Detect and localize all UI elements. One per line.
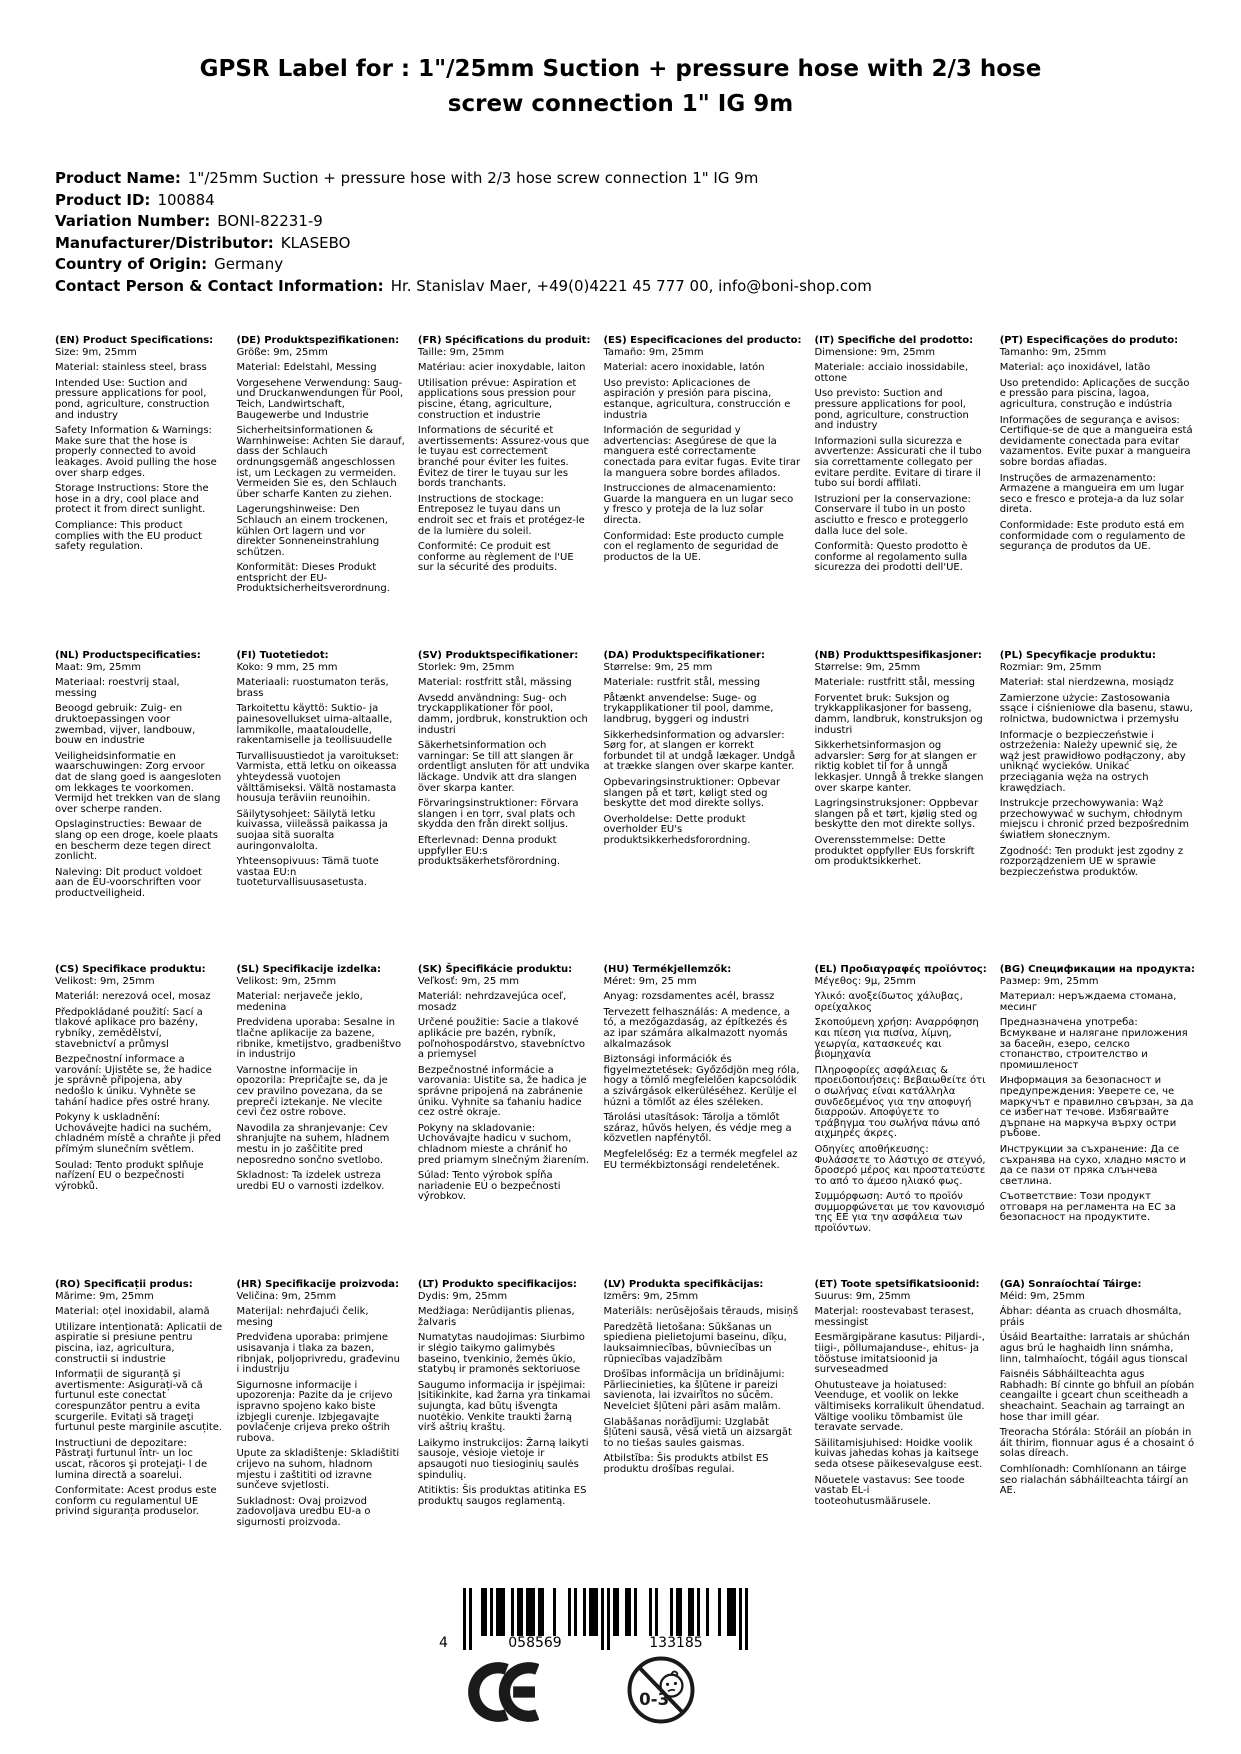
spec-paragraph: Saugumo informacija ir įspėjimai: Įsitikinkite, kad žarna yra tinkamai sujungta, kad būtų išvengta nuotėkio. Venkite traukti žarną virš aštrių kraštų.: [417, 1379, 591, 1434]
spec-heading: (ET) Toote spetsifikatsioonid:: [814, 1279, 980, 1290]
spec-paragraph: Medžiaga: Nerūdijantis plienas, žalvaris: [417, 1306, 575, 1328]
spec-paragraph: Atbilstība: Šis produkts atbilst ES produktu drošības regulai.: [603, 1453, 769, 1475]
spec-paragraph: Vorgesehene Verwendung: Saug- und Druckanwendungen für Pool, Teich, Landwirtschaft, Baugewerbe und Industrie: [236, 377, 404, 421]
spec-paragraphs: [815, 977, 987, 1235]
spec-paragraph: Materiaali: ruostumaton teräs, brass: [236, 677, 389, 699]
spec-paragraph: Πληροφορίες ασφάλειας & προειδοποιήσεις: Βεβαιωθείτε ότι ο σωλήνας είναι κατάλληλα συνδεδεμένος για την αποφυγή διαρροών. Αποφύγετε το τράβηγμα του σωλήνα πάνω από αιχμηρές άκρες.: [814, 1064, 986, 1140]
spec-heading: (BG) Спецификации на продукта:: [999, 964, 1195, 975]
spec-paragraph: Materiaal: roestvrij staal, messing: [55, 677, 180, 699]
product-info-line: [55, 276, 1201, 298]
product-info-line: [55, 211, 1201, 233]
spec-heading: (DE) Produktspezifikationen:: [236, 335, 400, 346]
language-spec-block: [55, 651, 223, 965]
spec-paragraph: Istruzioni per la conservazione: Conservare il tubo in un posto asciutto e fresco e proteggerlo dalla luce del sole.: [814, 493, 971, 537]
product-info-line: [55, 168, 1201, 190]
spec-paragraphs: [55, 663, 223, 900]
spec-paragraph: Materiál: nehrdzavejúca oceľ, mosadz: [417, 991, 567, 1013]
spec-paragraph: Instrucciones de almacenamiento: Guarde la manguera en un lugar seco y fresco y proteja de la luz solar directa.: [603, 483, 794, 526]
info-value: 100884: [157, 190, 215, 209]
language-spec-block: [236, 1280, 404, 1533]
spec-paragraph: Materijal: nehrđajući čelik, mesing: [236, 1306, 369, 1328]
spec-paragraph: Predviđena uporaba: primjene usisavanja i tlaka za bazen, ribnjak, poljoprivredu, građevinu i industriju: [236, 1332, 400, 1376]
info-value: 1"/25mm Suction + pressure hose with 2/3 hose screw connection 1" IG 9m: [187, 169, 759, 187]
spec-paragraph: Faisnéis Sábháilteachta agus Rabhadh: Bí cinnte go bhfuil an píobán ceangailte i gceart chun sceitheadh a sheachaint. Seachain ag tarraingt an hose thar imill géar.: [999, 1369, 1195, 1423]
language-spec-block: [55, 1280, 223, 1533]
spec-paragraph: Forventet bruk: Suksjon og trykkapplikasjoner for basseng, damm, landbruk, konstruksjon og industri: [814, 692, 983, 736]
spec-paragraph: Material: rostfritt stål, mässing: [417, 677, 572, 689]
spec-paragraph: Informations de sécurité et avertissements: Assurez-vous que le tuyau est correctement branché pour éviter les fuites. Évitez de tirer le tuyau sur les bords tranchants.: [417, 425, 590, 490]
spec-paragraph: Størrelse: 9m, 25 mm: [603, 661, 713, 673]
spec-paragraph: Beoogd gebruik: Zuig- en druktoepassingen voor zwembad, vijver, landbouw, bouw en industrie: [55, 703, 196, 747]
spec-paragraph: Påtænkt anvendelse: Suge- og trykapplikationer til pool, damme, landbrug, byggeri og industri: [603, 692, 774, 725]
spec-paragraph: Materiał: stal nierdzewna, mosiądz: [999, 677, 1174, 689]
spec-paragraphs: [55, 977, 223, 1193]
spec-paragraph: Suurus: 9m, 25mm: [814, 1290, 911, 1302]
spec-paragraph: Soulad: Tento produkt splňuje nařízení EU o bezpečnosti výrobků.: [55, 1159, 204, 1192]
language-spec-block: [603, 1280, 801, 1533]
info-value: Germany: [214, 255, 284, 273]
language-spec-block: [815, 1280, 987, 1533]
spec-paragraph: Informații de siguranță și avertismente: Asigurați-vă că furtunul este conectat corespunzător pentru a evita scurgerile. Evitați să trageţi furtunul peste marginile ascuțite.: [55, 1369, 223, 1434]
spec-paragraph: Conformité: Ce produit est conforme au règlement de l'UE sur la sécurité des produits.: [417, 541, 574, 574]
spec-heading: (EN) Product Specifications:: [55, 335, 214, 346]
spec-paragraph: Sukladnost: Ovaj proizvod zadovoljava uredbu EU-a o sigurnosti proizvoda.: [236, 1495, 371, 1528]
spec-paragraph: Turvallisuustiedot ja varoitukset: Varmista, että letku on oikeassa yhteydessä vuotojen välttämiseksi. Vältä nostamasta housuja teräviin reunoihin.: [236, 750, 399, 805]
spec-paragraph: Materiál: nerezová ocel, mosaz: [55, 991, 211, 1003]
info-value: BONI-82231-9: [217, 212, 323, 230]
spec-paragraph: Treoracha Stórála: Stóráil an píobán in áit thirim, fionnuar agus é a chosaint ó solas díreach.: [999, 1427, 1195, 1460]
info-label: Country of Origin:: [55, 255, 208, 273]
language-spec-block: [815, 651, 987, 965]
spec-paragraph: Ábhar: déanta as cruach dhosmálta, práis: [999, 1306, 1182, 1328]
barcode-digits-right: 133185: [613, 1636, 739, 1650]
spec-paragraph: Säilytysohjeet: Säilytä letku kuivassa, viileässä paikassa ja suojaa sitä suoralta auringonvalolta.: [236, 808, 388, 852]
language-spec-block: [418, 651, 591, 965]
language-spec-block: [55, 965, 223, 1280]
language-spec-block: [1000, 965, 1195, 1280]
spec-paragraph: Maat: 9m, 25mm: [55, 661, 142, 673]
spec-paragraph: Ohutusteave ja hoiatused: Veenduge, et voolik on lekke vältimiseks korralikult ühendatud. Vältige vooliku tõmbamist üle teravate servade.: [814, 1379, 985, 1434]
age-warning-0-3-icon: [626, 1655, 696, 1725]
info-label: Manufacturer/Distributor:: [55, 233, 274, 252]
spec-paragraph: Dimensione: 9m, 25mm: [814, 346, 936, 358]
spec-paragraph: Conformidad: Este producto cumple con el reglamento de seguridad de productos de la UE.: [603, 530, 784, 563]
spec-paragraph: Instruções de armazenamento: Armazene a mangueira em um lugar seco e fresco e proteja-a da luz solar direta.: [999, 472, 1185, 516]
spec-paragraph: Bezpečnostní informace a varování: Ujistěte se, že hadice je správně připojena, aby nedošlo k úniku. Vyhněte se tahání hadice přes ostré hrany.: [55, 1054, 212, 1108]
spec-paragraph: Veličina: 9m, 25mm: [236, 1290, 337, 1302]
spec-paragraphs: [55, 1292, 223, 1518]
spec-paragraphs: [55, 348, 223, 553]
spec-paragraph: Upute za skladištenje: Skladištiti crijevo na suhom, hladnom mjestu i zaštititi od izravne sunčeve svjetlosti.: [236, 1448, 400, 1492]
spec-paragraph: Material: oțel inoxidabil, alamă: [55, 1306, 210, 1318]
spec-heading: (SK) Špecifikácie produktu:: [417, 964, 573, 975]
spec-paragraph: Úsáid Beartaithe: Iarratais ar shúchán agus brú le haghaidh linn snámha, linn, talmhaíocht, tógáil agus tionscal: [999, 1332, 1190, 1365]
spec-heading: (IT) Specifiche del prodotto:: [814, 335, 974, 346]
product-info-line: [55, 190, 1201, 212]
spec-paragraph: Atitiktis: Šis produktas atitinka ES produktų saugos reglamentą.: [417, 1485, 587, 1507]
info-label: Product Name:: [55, 169, 181, 187]
spec-heading: (EL) Προδιαγραφές προϊόντος:: [814, 964, 987, 975]
spec-paragraph: Σκοπούμενη χρήση: Αναρρόφηση και πίεση για πισίνα, λίμνη, γεωργία, κατασκευές και βιομηχανία: [814, 1017, 979, 1061]
spec-paragraph: Material: aço inoxidável, latão: [999, 362, 1151, 374]
spec-paragraph: Pokyny k uskladnění: Uchovávejte hadici na suchém, chladném místě a chraňte ji před přímým slunečním světlem.: [55, 1112, 221, 1155]
spec-paragraph: Информация за безопасност и предупреждения: Уверете се, че маркучът е правилно свързан, за да се избегнат течове. Избягвайте дърпане на маркуча върху остри ръбове.: [999, 1075, 1194, 1140]
spec-paragraph: Pokyny na skladovanie: Uchovávajte hadicu v suchom, chladnom mieste a chrániť ho pred priamym slnečným žiarením.: [417, 1122, 590, 1166]
spec-paragraph: Zgodność: Ten produkt jest zgodny z rozporządzeniem UE w sprawie bezpieczeństwa produktów.: [999, 845, 1184, 878]
spec-paragraph: Numatytas naudojimas: Siurbimo ir slėgio taikymo galimybės baseino, tvenkinio, žemės ūkio, statybų ir pramonės sektoriuose: [417, 1332, 585, 1376]
spec-paragraph: Materiāls: nerūsējošais tērauds, misiņš: [603, 1306, 799, 1318]
spec-paragraph: Material: Edelstahl, Messing: [236, 362, 377, 374]
spec-paragraph: Dydis: 9m, 25mm: [417, 1290, 508, 1302]
spec-paragraphs: [236, 977, 404, 1193]
info-label: Product ID:: [55, 190, 151, 209]
spec-paragraphs: [603, 663, 801, 847]
spec-paragraph: Conformità: Questo prodotto è conforme al regolamento sulla sicurezza dei prodotti dell'UE.: [814, 541, 968, 574]
spec-paragraph: Informazioni sulla sicurezza e avvertenze: Assicurati che il tubo sia correttamente collegato per evitare perdite. Evitare di tirare il tubo sui bordi affilati.: [814, 435, 982, 490]
language-spec-block: [603, 965, 801, 1280]
spec-paragraph: Safety Information & Warnings: Make sure that the hose is properly connected to avoid leakages. Avoid pulling the hose over sharp edges.: [55, 425, 217, 479]
spec-heading: (LT) Produkto specifikacijos:: [417, 1279, 577, 1290]
spec-paragraph: Veiligheidsinformatie en waarschuwingen: Zorg ervoor dat de slang goed is aangesloten om lekkages te voorkomen. Vermijd het trekken van de slang over scherpe randen.: [55, 750, 222, 815]
spec-paragraph: Zamierzone użycie: Zastosowania ssące i ciśnieniowe dla basenu, stawu, rolnictwa, budownictwa i przemysłu: [999, 692, 1193, 725]
spec-paragraphs: [1000, 977, 1195, 1224]
spec-paragraph: Förvaringsinstruktioner: Förvara slangen i en torr, sval plats och skydda den från direkt solljus.: [417, 798, 579, 831]
spec-paragraphs: [1000, 348, 1195, 553]
spec-paragraph: Velikost: 9m, 25mm: [55, 975, 155, 987]
spec-heading: (LV) Produkta specifikācijas:: [603, 1279, 764, 1290]
spec-paragraphs: [603, 348, 801, 564]
spec-heading: (FI) Tuotetiedot:: [236, 650, 329, 661]
spec-paragraph: Rozmiar: 9m, 25mm: [999, 661, 1102, 673]
spec-heading: (HR) Specifikacije proizvoda:: [236, 1279, 399, 1290]
ce-mark-icon: [455, 1661, 539, 1723]
spec-paragraph: Comhlíonadh: Comhlíonann an táirge seo rialachán sábháilteachta táirgí an AE.: [999, 1463, 1189, 1497]
spec-paragraph: Overensstemmelse: Dette produktet oppfyller EUs forskrift om produktsikkerhet.: [814, 834, 975, 868]
spec-paragraphs: [236, 663, 404, 889]
product-info-line: [55, 233, 1201, 255]
spec-paragraphs: [418, 348, 591, 574]
spec-paragraph: Material: acero inoxidable, latón: [603, 362, 765, 374]
spec-paragraph: Säilitamisjuhised: Hoidke voolik kuivas jahedas kohas ja kaitsege seda otsese päikesevalguse eest.: [814, 1437, 983, 1470]
spec-paragraph: Paredzētā lietošana: Sūkšanas un spiediena pielietojumi baseinu, dīķu, lauksaimniecības, būvniecības un rūpniecības vajadzībām: [603, 1321, 787, 1365]
spec-paragraph: Material: nerjaveče jeklo, medenina: [236, 991, 363, 1013]
spec-paragraph: Størrelse: 9m, 25mm: [814, 661, 921, 673]
language-spec-block: [418, 336, 591, 651]
spec-paragraph: Información de seguridad y advertencias: Asegúrese de que la manguera esté correctamente conectada para evitar fugas. Evite tirar la manguera sobre bordes afilados.: [603, 425, 801, 479]
spec-paragraph: Yhteensopivuus: Tämä tuote vastaa EU:n tuoteturvallisuusasetusta.: [236, 856, 379, 889]
spec-paragraph: Sikkerhetsinformasjon og advarsler: Sørg for at slangen er riktig koblet til for å unngå lekkasjer. Unngå å trekke slangen over skarpe kanter.: [814, 740, 984, 794]
spec-paragraphs: [1000, 1292, 1195, 1497]
spec-paragraph: Συμμόρφωση: Αυτό το προϊόν συμμορφώνεται με τον κανονισμό της ΕΕ για την ασφάλεια των προϊόντων.: [814, 1191, 985, 1235]
spec-paragraph: Предназначена употреба: Всмукване и налягане приложения за басейн, езеро, селско стопанство, строителство и промишленост: [999, 1017, 1188, 1071]
spec-paragraph: Инструкции за съхранение: Да се съхранява на сухо, хладно място и да се пази от пряка слънчева светлина.: [999, 1143, 1186, 1187]
language-spec-block: [236, 965, 404, 1280]
spec-paragraph: Compliance: This product complies with the EU product safety regulation.: [55, 519, 203, 553]
language-spec-block: [236, 336, 404, 651]
info-label: Variation Number:: [55, 212, 211, 230]
spec-paragraphs: [236, 348, 404, 595]
spec-paragraph: Overholdelse: Dette produkt overholder EU's produktsikkerhedsforordning.: [603, 813, 751, 846]
spec-paragraph: Lagerungshinweise: Den Schlauch an einem trockenen, kühlen Ort lagern und vor direkter Sonneneinstrahlung schützen.: [236, 504, 388, 558]
spec-paragraph: Tamanho: 9m, 25mm: [999, 346, 1107, 358]
spec-paragraph: Μέγεθος: 9μ, 25mm: [814, 975, 916, 987]
spec-paragraph: Mărime: 9m, 25mm: [55, 1290, 154, 1302]
language-spec-block: [418, 965, 591, 1280]
spec-paragraph: Taille: 9m, 25mm: [417, 346, 505, 358]
language-spec-block: [603, 336, 801, 651]
spec-heading: (DA) Produktspecifikationer:: [603, 650, 765, 661]
spec-paragraph: Určené použitie: Sacie a tlakové aplikácie pre bazén, rybník, poľnohospodárstvo, stavebníctvo a priemysel: [417, 1017, 586, 1061]
spec-heading: (ES) Especificaciones del producto:: [603, 335, 802, 346]
spec-paragraph: Biztonsági információk és figyelmeztetések: Győződjön meg róla, hogy a tömlő megfelelően kapcsolódik a szivárgások elkerüléséhez. Kerülje el húzni a tömlőt az éles széleken.: [603, 1054, 800, 1108]
spec-paragraphs: [418, 1292, 591, 1508]
spec-paragraph: Megfelelőség: Ez a termék megfelel az EU termékbiztonsági rendeletének.: [603, 1148, 798, 1171]
spec-paragraph: Storlek: 9m, 25mm: [417, 661, 515, 673]
spec-paragraph: Sikkerhedsinformation og advarsler: Sørg for, at slangen er korrekt forbundet til at undgå lækager. Undgå at trække slangen over skarpe kanter.: [603, 729, 796, 773]
language-spec-block: [55, 336, 223, 651]
spec-paragraph: Υλικό: ανοξείδωτος χάλυβας, ορείχαλκος: [814, 991, 963, 1013]
spec-paragraph: Materiale: acciaio inossidabile, ottone: [814, 362, 969, 384]
spec-paragraph: Uso previsto: Aplicaciones de aspiración y presión para piscina, estanque, agricultura, construcción e industria: [603, 377, 791, 421]
spec-paragraph: Predvidena uporaba: Sesalne in tlačne aplikacije za bazene, ribnike, kmetijstvo, gradbeništvo in industrijo: [236, 1017, 402, 1061]
spec-paragraph: Avsedd användning: Sug- och tryckapplikationer för pool, damm, jordbruk, konstruktion och industri: [417, 692, 588, 736]
language-spec-block: [418, 1280, 591, 1533]
spec-heading: (FR) Spécifications du produit:: [417, 335, 591, 346]
spec-paragraph: Conformidade: Este produto está em conformidade com o regulamento de segurança de produtos da UE.: [999, 519, 1186, 553]
spec-paragraphs: [815, 1292, 987, 1508]
spec-paragraph: Skladnost: Ta izdelek ustreza uredbi EU o varnosti izdelkov.: [236, 1170, 385, 1192]
spec-paragraph: Varnostne informacije in opozorila: Prepričajte se, da je cev pravilno povezana, da se prepreči iztekanje. Ne vlecite cevi čez ostre robove.: [236, 1064, 388, 1119]
spec-paragraph: Sigurnosne informacije i upozorenja: Pazite da je crijevo ispravno spojeno kako biste izbjegli curenje. Izbjegavajte povlačenje crijeva preko oštrih rubova.: [236, 1379, 393, 1444]
language-spec-block: [236, 651, 404, 965]
spec-paragraph: Tarkoitettu käyttö: Suktio- ja painesovellukset uima-altaalle, lammikolle, maataloudelle, rakentamiselle ja teollisuudelle: [236, 703, 393, 747]
spec-paragraphs: [603, 1292, 801, 1476]
spec-paragraphs: [418, 663, 591, 868]
spec-paragraph: Eesmärgipärane kasutus: Piljardi-, tiigi-, põllumajanduse-, ehitus- ja tööstuse imitatsioonid ja surveseadmed: [814, 1332, 985, 1376]
spec-paragraph: Storage Instructions: Store the hose in a dry, cool place and protect it from direct sunlight.: [55, 483, 209, 516]
language-spec-block: [603, 651, 801, 965]
spec-paragraphs: [815, 348, 987, 574]
info-label: Contact Person & Contact Information:: [55, 276, 384, 295]
spec-heading: (NB) Produkttspesifikasjoner:: [814, 650, 982, 661]
spec-paragraph: Size: 9m, 25mm: [55, 346, 137, 358]
spec-heading: (HU) Termékjellemzők:: [603, 964, 732, 975]
spec-paragraph: Nõuetele vastavus: See toode vastab EL-i tooteohutusmäärusele.: [814, 1474, 965, 1507]
language-spec-block: [815, 336, 987, 651]
spec-paragraph: Uso pretendido: Aplicações de sucção e pressão para piscina, lagoa, agricultura, construção e indústria: [999, 377, 1190, 410]
spec-paragraph: Matériau: acier inoxydable, laiton: [417, 362, 586, 374]
language-spec-block: [815, 965, 987, 1280]
spec-paragraph: Izmērs: 9m, 25mm: [603, 1290, 699, 1302]
spec-paragraph: Größe: 9m, 25mm: [236, 346, 328, 358]
spec-paragraph: Bezpečnostné informácie a varovania: Uistite sa, že hadica je správne pripojená na zabránenie úniku. Vyhnite sa ťahaniu hadice cez ostré okraje.: [417, 1064, 587, 1119]
spec-paragraphs: [815, 663, 987, 868]
spec-paragraph: Tamaño: 9m, 25mm: [603, 346, 704, 358]
spec-paragraph: Съответствие: Този продукт отговаря на регламента на ЕС за безопасност на продуктите.: [999, 1191, 1176, 1224]
spec-paragraph: Opbevaringsinstruktioner: Opbevar slangen på et tørt, køligt sted og beskytte det mod direkte sollys.: [603, 776, 781, 810]
spec-heading: (GA) Sonraíochtaí Táirge:: [999, 1279, 1142, 1290]
spec-paragraph: Předpokládané použití: Sací a tlakové aplikace pro bazény, rybníky, zemědělství, stavebnictví a průmysl: [55, 1006, 203, 1050]
spec-paragraph: Material: stainless steel, brass: [55, 362, 207, 374]
spec-heading: (RO) Specificații produs:: [55, 1279, 193, 1290]
spec-paragraph: Instrukcje przechowywania: Wąż przechowywać w suchym, chłodnym miejscu i chronić przed bezpośrednim światłem słonecznym.: [999, 798, 1190, 841]
spec-paragraph: Säkerhetsinformation och varningar: Se till att slangen är ordentligt ansluten för att undvika läckage. Undvik att dra slangen över skarpa kanter.: [417, 740, 590, 794]
spec-paragraphs: [603, 977, 801, 1172]
spec-heading: (PL) Specyfikacje produktu:: [999, 650, 1156, 661]
product-info: [55, 168, 1201, 297]
barcode-digit-system: 4: [439, 1634, 448, 1651]
svg-text:0-3: 0-3: [639, 1689, 670, 1709]
spec-paragraph: Tervezett felhasználás: A medence, a tó, a mezőgazdaság, az építkezés és az ipar számára alkalmazott nyomás alkalmazások: [603, 1006, 791, 1050]
spec-heading: (SV) Produktspecifikationer:: [417, 650, 579, 661]
spec-paragraph: Glabāšanas norādījumi: Uzglabāt šļūteni sausā, vēsā vietā un aizsargāt to no tiešas saules gaismas.: [603, 1416, 792, 1449]
spec-paragraph: Efterlevnad: Denna produkt uppfyller EU:s produktsäkerhetsförordning.: [417, 834, 561, 868]
spec-paragraph: Súlad: Tento výrobok spĺňa nariadenie EÚ o bezpečnosti výrobkov.: [417, 1170, 561, 1203]
spec-paragraph: Materiale: rustfritt stål, messing: [814, 677, 976, 689]
spec-paragraph: Tárolási utasítások: Tárolja a tömlőt száraz, hűvös helyen, és védje meg a közvetlen napfénytől.: [603, 1112, 792, 1145]
spec-paragraphs: [236, 1292, 404, 1529]
ean-barcode: [439, 1588, 748, 1652]
spec-heading: (CS) Specifikace produktu:: [55, 964, 206, 975]
spec-paragraph: Méret: 9m, 25 mm: [603, 975, 697, 987]
info-value: Hr. Stanislav Maer, +49(0)4221 45 777 00, info@boni-shop.com: [390, 276, 872, 295]
language-spec-block: [1000, 336, 1195, 651]
spec-paragraph: Utilizare intenționată: Aplicatii de aspiratie si presiune pentru piscina, iaz, agricultura, constructii si industrie: [55, 1321, 223, 1365]
language-spec-block: [1000, 1280, 1195, 1533]
spec-paragraph: Veľkosť: 9m, 25 mm: [417, 975, 519, 987]
spec-paragraph: Informações de segurança e avisos: Certifique-se de que a mangueira está devidamente conectada para evitar vazamentos. Evite puxar a mangueira sobre bordas afiadas.: [999, 414, 1193, 468]
spec-paragraph: Sicherheitsinformationen & Warnhinweise: Achten Sie darauf, dass der Schlauch ordnungsgemäß angeschlossen ist, um Leckagen zu vermeiden. Vermeiden Sie es, den Schlauch über scharfe Kanten zu ziehen.: [236, 425, 405, 500]
spec-paragraph: Conformitate: Acest produs este conform cu regulamentul UE privind siguranța produselor.: [55, 1485, 217, 1518]
spec-paragraph: Размер: 9m, 25mm: [999, 975, 1099, 987]
language-spec-block: [1000, 651, 1195, 965]
spec-paragraph: Navodila za shranjevanje: Cev shranjujte na suhem, hladnem mestu in jo zaščitite pred neposredno sončno svetlobo.: [236, 1122, 390, 1166]
spec-paragraph: Lagringsinstruksjoner: Oppbevar slangen på et tørt, kjølig sted og beskytte den mot direkte sollys.: [814, 798, 979, 831]
spec-heading: (PT) Especificações do produto:: [999, 335, 1179, 346]
spec-paragraph: Materiale: rustfrit stål, messing: [603, 677, 761, 689]
product-info-line: [55, 254, 1201, 276]
spec-paragraph: Informacje o bezpieczeństwie i ostrzeżenia: Należy upewnić się, że wąż jest prawidłowo podłączony, aby uniknąć wycieków. Unikać przeciągania węża na ostrych krawędziach.: [999, 729, 1186, 794]
spec-heading: (SL) Specifikacije izdelka:: [236, 964, 382, 975]
spec-paragraph: Naleving: Dit product voldoet aan de EU-voorschriften voor productveiligheid.: [55, 866, 203, 899]
spec-paragraph: Laikymo instrukcijos: Žarną laikyti sausoje, vėsioje vietoje ir apsaugoti nuo tiesioginių saulės spindulių.: [417, 1437, 589, 1481]
spec-paragraph: Koko: 9 mm, 25 mm: [236, 661, 338, 673]
spec-paragraph: Opslaginstructies: Bewaar de slang op een droge, koele plaats en bescherm deze tegen direct zonlicht.: [55, 819, 218, 863]
spec-paragraph: Οδηγίες αποθήκευσης: Φυλάσσετε το λάστιχο σε στεγνό, δροσερό μέρος και προστατεύστε το από το άμεσο ηλιακό φως.: [814, 1143, 986, 1187]
spec-paragraph: Intended Use: Suction and pressure applications for pool, pond, agriculture, construction and industry: [55, 377, 210, 421]
spec-paragraph: Utilisation prévue: Aspiration et applications sous pression pour piscine, étang, agriculture, construction et industrie: [417, 377, 577, 421]
info-value: KLASEBO: [280, 233, 351, 252]
spec-paragraph: Uso previsto: Suction and pressure applications for pool, pond, agriculture, construction and industry: [814, 388, 969, 432]
spec-paragraph: Instructions de stockage: Entreposez le tuyau dans un endroit sec et frais et protégez-le de la lumière du soleil.: [417, 493, 585, 537]
spec-paragraph: Instructiuni de depozitare: Păstraţi furtunul într- un loc uscat, răcoros şi protejaţi- l de lumina directă a soarelui.: [55, 1437, 208, 1481]
spec-grid: [55, 336, 1195, 1533]
spec-paragraphs: [418, 977, 591, 1203]
spec-paragraph: Méid: 9m, 25mm: [999, 1290, 1085, 1302]
barcode-digits-left: 058569: [472, 1636, 598, 1650]
spec-paragraph: Материал: неръждаема стомана, месинг: [999, 991, 1177, 1013]
page-title: GPSR Label for : 1"/25mm Suction + pressure hose with 2/3 hose screw connection 1" IG 9m: [199, 56, 1042, 117]
spec-paragraph: Drošības informācija un brīdinājumi: Pārliecinieties, ka šļūtene ir pareizi savienota, lai izvairītos no sūcēm. Nevelciet šļūteni pāri asām malām.: [603, 1369, 785, 1412]
spec-paragraph: Materjal: roostevabast terasest, messingist: [814, 1306, 974, 1328]
spec-paragraph: Velikost: 9m, 25mm: [236, 975, 337, 987]
spec-paragraph: Anyag: rozsdamentes acél, brassz: [603, 991, 775, 1003]
spec-paragraph: Konformität: Dieses Produkt entspricht der EU-Produktsicherheitsverordnung.: [236, 562, 390, 595]
spec-heading: (NL) Productspecificaties:: [55, 650, 201, 661]
spec-paragraphs: [1000, 663, 1195, 879]
